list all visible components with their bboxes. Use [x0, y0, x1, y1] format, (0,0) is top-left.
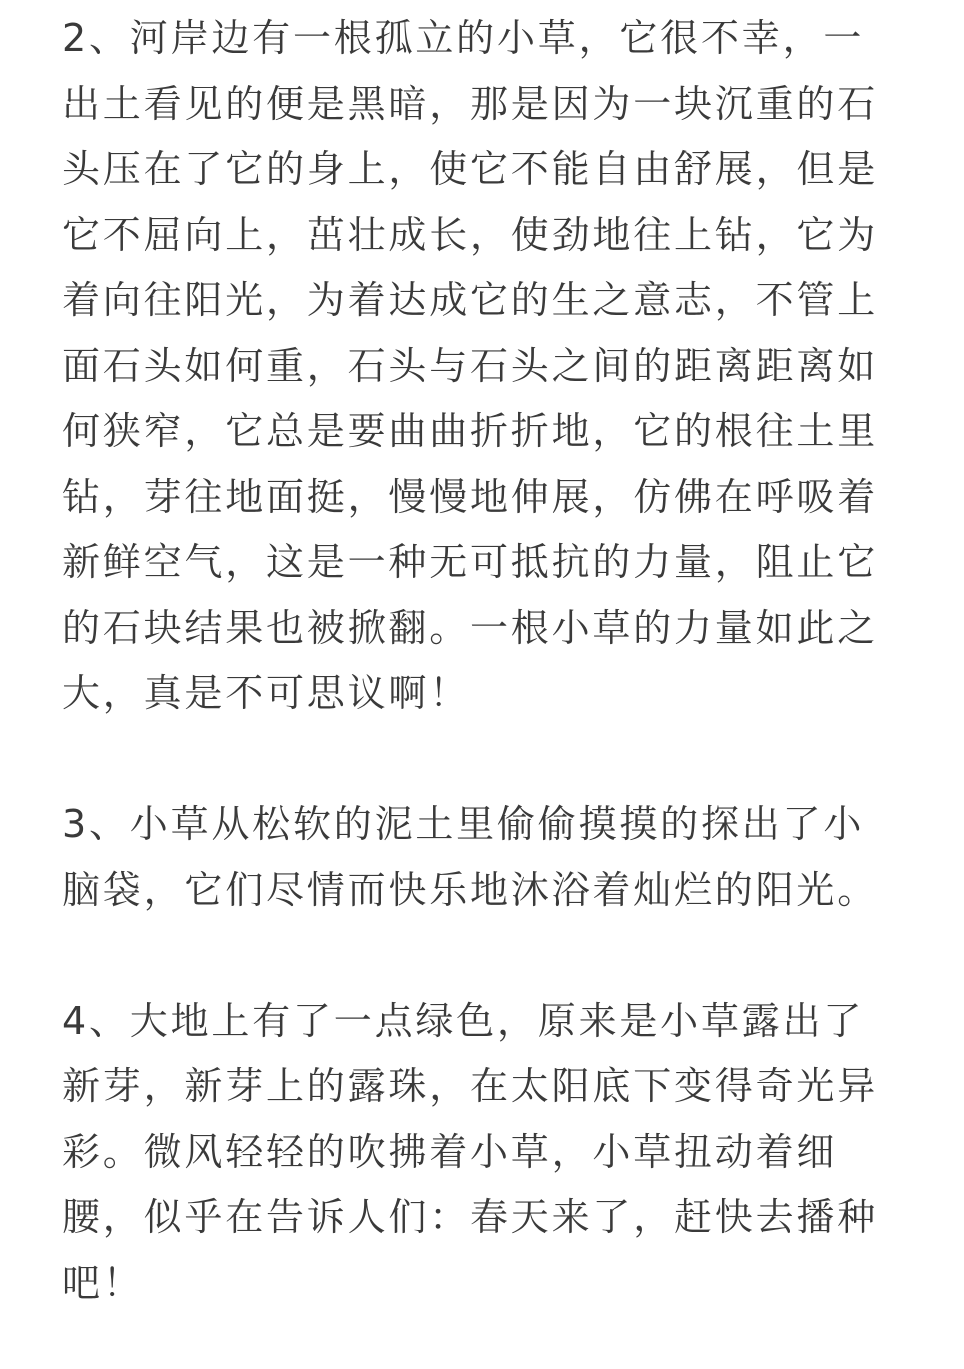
text-line: 何狭窄，它总是要曲曲折折地，它的根往土里 — [62, 409, 879, 453]
text-line: 腰，似乎在告诉人们：春天来了，赶快去播种 — [62, 1195, 879, 1239]
document-body — [62, 6, 879, 1316]
paragraph-2 — [62, 6, 879, 727]
paragraph-spacer — [62, 923, 872, 989]
text-line: 脑袋，它们尽情而快乐地沐浴着灿烂的阳光。 — [62, 867, 879, 912]
text-line: 头压在了它的身上，使它不能自由舒展，但是 — [62, 147, 879, 191]
paragraph-spacer — [62, 727, 872, 793]
text-line: 面石头如何重，石头与石头之间的距离距离如 — [62, 343, 879, 388]
text-line: 3、小草从松软的泥土里偷偷摸摸的探出了小 — [62, 802, 865, 846]
text-line: 吧！ — [62, 1260, 144, 1305]
text-line: 着向往阳光，为着达成它的生之意志，不管上 — [62, 278, 879, 322]
text-line: 彩。微风轻轻的吹拂着小草，小草扭动着细 — [62, 1129, 838, 1174]
text-line: 大，真是不可思议啊！ — [62, 671, 471, 715]
paragraph-3 — [62, 792, 879, 923]
text-line: 2、河岸边有一根孤立的小草，它很不幸，一 — [62, 16, 865, 60]
paragraph-4 — [62, 989, 879, 1317]
text-line: 的石块结果也被掀翻。一根小草的力量如此之 — [62, 605, 879, 650]
text-line: 新鲜空气，这是一种无可抵抗的力量，阻止它 — [62, 540, 879, 584]
text-line: 出土看见的便是黑暗，那是因为一块沉重的石 — [62, 81, 879, 126]
text-line: 4、大地上有了一点绿色，原来是小草露出了 — [62, 998, 865, 1043]
text-line: 它不屈向上，茁壮成长，使劲地往上钻，它为 — [62, 212, 879, 257]
text-line: 新芽，新芽上的露珠，在太阳底下变得奇光异 — [62, 1064, 879, 1108]
text-line: 钻，芽往地面挺，慢慢地伸展，仿佛在呼吸着 — [62, 474, 879, 519]
